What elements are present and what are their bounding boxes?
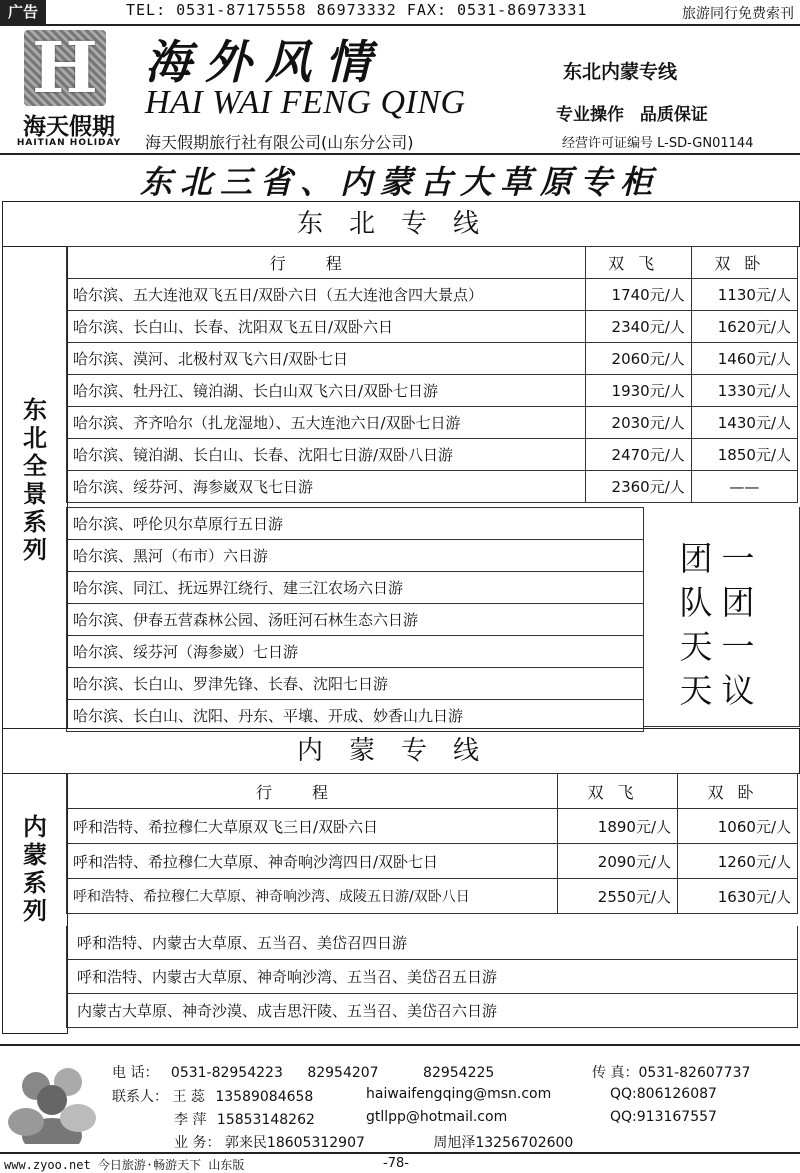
negotiate-left: 团 队 天 天	[679, 539, 713, 710]
table-row: 哈尔滨、五大连池双飞五日/双卧六日（五大连池含四大景点） 1740元/人 1130元/人	[67, 279, 798, 311]
col-sleeper-header: 双卧	[678, 774, 798, 809]
site-slogan: www.zyoo.net 今日旅游·畅游天下 山东版	[4, 1158, 245, 1172]
people-icon	[6, 1060, 98, 1144]
negotiate-note	[643, 507, 800, 727]
header-divider	[0, 153, 800, 155]
table-row: 哈尔滨、齐齐哈尔（扎龙湿地）、五大连池六日/双卧七日游 2030元/人 1430元/人	[67, 407, 798, 439]
qq-1: QQ:806126087	[610, 1086, 717, 1102]
table-header-row	[67, 774, 798, 809]
list-item: 哈尔滨、同江、抚远界江绕行、建三江农场六日游	[67, 572, 644, 604]
logo-name: 海天假期	[23, 114, 115, 140]
license-number: 经营许可证编号 L-SD-GN01144	[562, 136, 754, 151]
company-name: 海天假期旅行社有限公司(山东分公司)	[145, 133, 414, 152]
phone-line: 电 话： 0531-82954223 82954207 82954225	[112, 1065, 495, 1081]
top-contact: TEL: 0531-87175558 86973332 FAX: 0531-86973331	[126, 1, 588, 19]
quality-tag: 专业操作 品质保证	[556, 105, 708, 125]
contact-line-2: 李 萍 15853148262	[174, 1112, 315, 1128]
northeast-side-label	[2, 246, 68, 729]
mongolia-section-title: 内蒙专线	[2, 728, 800, 774]
list-item: 呼和浩特、内蒙古大草原、神奇响沙湾、五当召、美岱召五日游	[66, 960, 798, 994]
list-item: 哈尔滨、绥芬河（海参崴）七日游	[67, 636, 644, 668]
contact-line-1: 联系人： 王 蕊 13589084658	[112, 1089, 314, 1105]
ad-label: 广告	[0, 0, 46, 24]
list-item: 哈尔滨、黑河（布市）六日游	[67, 540, 644, 572]
brand-title: 海外风情	[145, 35, 385, 89]
list-item: 内蒙古大草原、神奇沙漠、成吉思汗陵、五当召、美岱召六日游	[66, 994, 798, 1028]
table-row: 哈尔滨、绥芬河、海参崴双飞七日游 2360元/人 ——	[67, 471, 798, 503]
list-item: 哈尔滨、长白山、罗津先锋、长春、沈阳七日游	[67, 668, 644, 700]
bottom-bar	[0, 1152, 800, 1173]
list-item: 呼和浩特、内蒙古大草原、五当召、美岱召四日游	[66, 926, 798, 960]
mongolia-side-text: 内 蒙 系 列	[23, 812, 47, 925]
table-row: 哈尔滨、漠河、北极村双飞六日/双卧七日 2060元/人 1460元/人	[67, 343, 798, 375]
col-sleeper-header: 双卧	[691, 247, 797, 279]
page-number: -78-	[383, 1156, 409, 1171]
mongolia-price-table	[66, 773, 798, 914]
list-item: 哈尔滨、长白山、沈阳、丹东、平壤、开成、妙香山九日游	[67, 700, 644, 732]
table-header-row	[67, 247, 798, 279]
table-row: 哈尔滨、镜泊湖、长白山、长春、沈阳七日游/双卧八日游 2470元/人 1850元/人	[67, 439, 798, 471]
col-fly-header: 双飞	[585, 247, 691, 279]
brand-pinyin: HAI WAI FENG QING	[145, 84, 466, 121]
list-item: 哈尔滨、伊春五营森林公园、汤旺河石林生态六日游	[67, 604, 644, 636]
northeast-side-text: 东 北 全 景 系 列	[23, 395, 47, 564]
qq-2: QQ:913167557	[610, 1109, 717, 1125]
fax-line: 传 真：0531-82607737	[592, 1065, 751, 1081]
free-index-label: 旅游同行免费索刊	[682, 6, 794, 22]
list-item: 哈尔滨、呼伦贝尔草原行五日游	[67, 508, 644, 540]
business-line: 业 务： 郭来民18605312907 周旭泽13256702600	[174, 1135, 574, 1151]
col-fly-header: 双飞	[558, 774, 678, 809]
logo-letter: H	[31, 26, 99, 109]
col-route-header: 行程	[67, 247, 586, 279]
northeast-section-title: 东北专线	[2, 201, 800, 247]
mongolia-side-label	[2, 773, 68, 1034]
logo-english: HAITIAN HOLIDAY	[16, 138, 122, 148]
northeast-price-table	[66, 246, 798, 503]
special-line-tag: 东北内蒙专线	[563, 61, 678, 83]
table-row: 呼和浩特、希拉穆仁大草原双飞三日/双卧六日 1890元/人 1060元/人	[67, 809, 798, 844]
contact-footer	[0, 1044, 800, 1156]
logo-emblem	[24, 26, 106, 109]
top-bar	[0, 0, 800, 26]
northeast-group-table	[66, 507, 644, 732]
email-2[interactable]: gtllpp@hotmail.com	[366, 1109, 508, 1125]
email-1[interactable]: haiwaifengqing@msn.com	[366, 1086, 552, 1102]
table-row: 哈尔滨、长白山、长春、沈阳双飞五日/双卧六日 2340元/人 1620元/人	[67, 311, 798, 343]
col-route-header: 行程	[67, 774, 558, 809]
banner-title: 东北三省、内蒙古大草原专柜	[139, 163, 660, 201]
table-row: 呼和浩特、希拉穆仁大草原、神奇响沙湾、成陵五日游/双卧八日 2550元/人 1630元/人	[67, 879, 798, 914]
table-row: 呼和浩特、希拉穆仁大草原、神奇响沙湾四日/双卧七日 2090元/人 1260元/人	[67, 844, 798, 879]
table-row: 哈尔滨、牡丹江、镜泊湖、长白山双飞六日/双卧七日游 1930元/人 1330元/人	[67, 375, 798, 407]
negotiate-right: 一 团 一 议	[721, 539, 755, 710]
